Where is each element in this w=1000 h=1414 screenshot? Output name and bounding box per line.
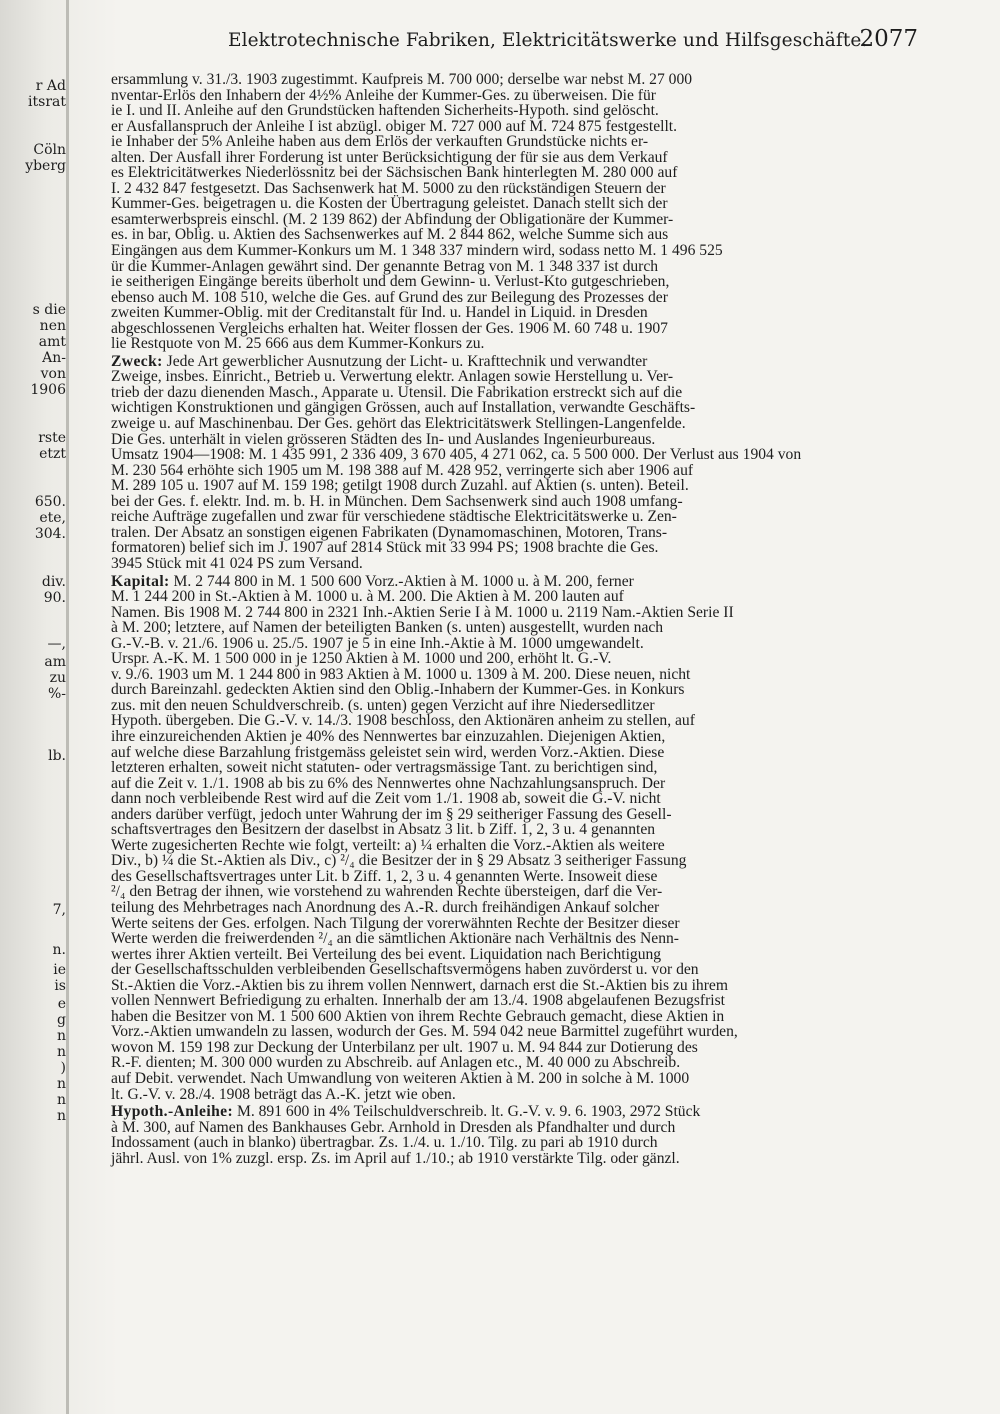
margin-fragment: zu <box>49 670 66 686</box>
section-label: Zweck: <box>111 352 163 370</box>
margin-fragment: e <box>57 996 66 1012</box>
margin-fragment: 650. <box>34 494 66 510</box>
line-text: M. 289 105 u. 1907 auf M. 159 198; getilgt 1908 durch Zuzahl. auf Aktien (s. unten). Beteil. <box>111 477 689 495</box>
line-text: auf welche diese Barzahlung fristgemäss geleistet sein wird, werden Vorz.-Aktien. Diese <box>111 743 665 761</box>
margin-fragment: nen <box>39 318 66 334</box>
line-text: auf Debit. verwendet. Nach Umwandlung von weiteren Aktien à M. 200 in solche à M. 1000 <box>111 1070 690 1087</box>
text-line <box>111 243 910 259</box>
text-line <box>111 807 910 823</box>
text-line <box>111 321 910 337</box>
text-line <box>111 463 910 479</box>
line-text: dann noch verbleibende Rest wird auf die Zeit vom 1./1. 1908 ab, soweit die G.-V. nicht <box>111 790 661 808</box>
text-line <box>111 305 910 321</box>
margin-fragment: lb. <box>48 748 66 764</box>
line-text: alten. Der Ausfall ihrer Forderung ist unter Berücksichtigung der für sie aus dem Verkauf <box>111 148 668 166</box>
text-line <box>111 884 910 900</box>
line-text: Indossament (auch in blanko) übertragbar. Zs. 1./4. u. 1./10. Tilg. zu pari ab 1910 durch <box>111 1134 658 1152</box>
text-line <box>111 760 910 776</box>
text-line <box>111 776 910 792</box>
line-text: à M. 300, auf Namen des Bankhauses Gebr. Arnhold in Dresden als Pfandhalter und durch <box>111 1118 676 1136</box>
line-text: zweiten Kummer-Oblig. mit der Creditanstalt für Ind. u. Handel in Liquid. in Dresden <box>111 304 648 322</box>
text-line <box>111 478 910 494</box>
line-text: ie Inhaber der 5% Anleihe haben aus dem Erlös der verkauften Grundstücke nichts er- <box>111 133 649 151</box>
margin-fragment: is <box>54 978 66 994</box>
text-line <box>111 636 910 652</box>
line-text: durch Bareinzahl. gedeckten Aktien sind den Oblig.-Inhabern der Kummer-Ges. in Konkurs <box>111 681 685 699</box>
line-text: ie I. und II. Anleihe auf den Grundstücken haftenden Sicherheits-Hypoth. sind gelöscht. <box>111 102 659 120</box>
line-text: er Ausfallanspruch der Anleihe I ist abzügl. obiger M. 727 000 auf M. 724 875 festgestellt. <box>111 117 678 135</box>
text-line <box>111 556 910 572</box>
line-text: M. 891 600 in 4% Teilschuldverschreib. lt. G.-V. v. 9. 6. 1903, 2972 Stück <box>233 1103 701 1121</box>
text-line <box>111 931 910 947</box>
text-line <box>111 150 910 166</box>
line-text: ²/₄ den Betrag der ihnen, wie vorstehend zu wahrenden Rechte übersteigen, darf die Ver- <box>111 883 663 901</box>
line-text: vollen Nennwert Befriedigung zu erhalten. Innerhalb der am 13./4. 1908 abgelaufenen Bezugsfrist <box>111 992 726 1010</box>
margin-fragment: 1906 <box>30 382 66 398</box>
line-text: Die Ges. unterhält in vielen grösseren Städten des In- und Auslandes Ingenieurbureaus. <box>111 430 656 448</box>
text-line <box>111 838 910 854</box>
margin-fragment: n <box>56 1108 66 1124</box>
line-text: Namen. Bis 1908 M. 2 744 800 in 2321 Inh.-Aktien Serie I à M. 1000 u. 2119 Nam.-Aktien Serie II <box>111 603 734 621</box>
margin-fragment: 7, <box>52 902 66 918</box>
line-text: trieb der dazu dienenden Masch., Apparate u. Utensil. Die Fabrikation erstreckt sich auf die <box>111 383 683 401</box>
text-line <box>111 1055 910 1071</box>
text-line <box>111 574 910 590</box>
text-line <box>111 336 910 352</box>
margin-fragment: ete, <box>39 510 66 526</box>
margin-fragment: n <box>56 1028 66 1044</box>
line-text: nventar-Erlös den Inhabern der 4½% Anleihe der Kummer-Ges. zu überweisen. Die für <box>111 86 656 104</box>
text-line <box>111 509 910 525</box>
text-column <box>111 72 910 1166</box>
margin-fragment: n <box>56 1044 66 1060</box>
text-line <box>111 853 910 869</box>
margin-fragment: itsrat <box>28 94 66 110</box>
text-line <box>111 1120 910 1136</box>
text-line <box>111 900 910 916</box>
line-text: lt. G.-V. v. 28./4. 1908 beträgt das A.-K. jetzt wie oben. <box>111 1085 456 1103</box>
line-text: es. in bar, Oblig. u. Aktien des Sachsenwerkes auf M. 2 844 862, welche Summe sich aus <box>111 226 669 244</box>
line-text: ersammlung v. 31./3. 1903 zugestimmt. Kaufpreis M. 700 000; derselbe war nebst M. 27 000 <box>111 71 693 88</box>
margin-fragment: n. <box>52 942 66 958</box>
margin-fragment: ie <box>53 962 66 978</box>
page-number: 2077 <box>859 26 918 52</box>
line-text: Vorz.-Aktien umwandeln zu lassen, wodurch der Ges. M. 594 042 neue Barmittel zugeführt wurden, <box>111 1023 738 1041</box>
line-text: wichtigen Konstruktionen und gängigen Grössen, auch auf Installation, verwandte Geschäfts- <box>111 399 696 417</box>
line-text: lie Restquote von M. 25 666 aus dem Kummer-Konkurs zu. <box>111 335 485 353</box>
margin-fragment: yberg <box>25 158 66 174</box>
binding-gutter <box>66 0 69 1414</box>
margin-fragment: am <box>44 654 66 670</box>
section-label: Hypoth.-Anleihe: <box>111 1103 234 1121</box>
text-line <box>111 620 910 636</box>
margin-fragment: div. <box>41 574 66 590</box>
text-line <box>111 196 910 212</box>
margin-fragment: amt <box>38 334 66 350</box>
text-line <box>111 791 910 807</box>
line-text: letzteren erhalten, soweit nicht statuten- oder vertragsmässige Tant. zu berichtigen sind, <box>111 759 658 777</box>
text-line <box>111 227 910 243</box>
line-text: haben die Besitzer von M. 1 500 600 Aktien von ihrem Rechte Gebrauch gemacht, diese Aktien in <box>111 1007 725 1025</box>
text-line <box>111 916 910 932</box>
line-text: ür die Kummer-Anlagen gewährt sind. Der genannte Betrag von M. 1 348 337 ist durch <box>111 257 659 275</box>
text-line <box>111 993 910 1009</box>
line-text: jährl. Ausl. von 1% zuzgl. ersp. Zs. im April auf 1./10.; ab 1910 verstärkte Tilg. oder gänzl. <box>111 1149 680 1167</box>
line-text: wertes ihrer Aktien verteilt. Bei Verteilung des bei event. Liquidation nach Berichtigung <box>111 945 662 963</box>
margin-fragment: von <box>40 366 66 382</box>
text-line <box>111 713 910 729</box>
text-line <box>111 165 910 181</box>
margin-fragment: etzt <box>39 446 66 462</box>
line-text: esamterwerbspreis einschl. (M. 2 139 862) der Abfindung der Obligationäre der Kummer- <box>111 210 674 228</box>
margin-fragment: %- <box>47 686 66 702</box>
text-line <box>111 181 910 197</box>
text-line <box>111 1087 910 1103</box>
line-text: G.-V.-B. v. 21./6. 1906 u. 25./5. 1907 je 5 in eine Inh.-Aktie à M. 1000 umgewandelt. <box>111 634 644 652</box>
line-text: St.-Aktien die Vorz.-Aktien bis zu ihrem vollen Nennwert, darnach erst die St.-Aktien bis zu ihrem <box>111 976 728 994</box>
margin-fragment: g <box>57 1012 66 1028</box>
line-text: Div., b) ¼ die St.-Aktien als Div., c) ²/₄ die Besitzer der in § 29 Absatz 3 seitheriger Fassung <box>111 852 687 870</box>
text-line <box>111 385 910 401</box>
line-text: à M. 200; letztere, auf Namen der beteiligten Banken (s. unten) ausgestellt, wurden nach <box>111 619 664 637</box>
text-line <box>111 416 910 432</box>
text-line <box>111 447 910 463</box>
line-text: ie seitherigen Eingänge bereits überholt und dem Gewinn- u. Verlust-Kto gutgeschrieben, <box>111 273 670 291</box>
margin-fragment: rste <box>38 430 66 446</box>
text-line <box>111 290 910 306</box>
margin-fragment: An- <box>42 350 66 366</box>
line-text: Hypoth. übergeben. Die G.-V. v. 14./3. 1908 beschloss, den Aktionären anheim zu stellen, auf <box>111 712 695 730</box>
line-text: Eingängen aus dem Kummer-Konkurs um M. 1 348 337 mindern wird, sodass netto M. 1 496 525 <box>111 242 723 260</box>
line-text: bei der Ges. f. elektr. Ind. m. b. H. in München. Dem Sachsenwerk sind auch 1908 umfang- <box>111 492 683 510</box>
line-text: Jede Art gewerblicher Ausnutzung der Licht- u. Krafttechnik und verwandter <box>162 352 648 370</box>
text-line <box>111 667 910 683</box>
line-text: Werte werden die freiwerdenden ²/₄ an die sämtlichen Aktionäre nach Verhältnis des Nenn- <box>111 930 679 948</box>
line-text: tralen. Der Absatz an sonstigen eigenen Fabrikaten (Dynamomaschinen, Motoren, Trans- <box>111 523 668 541</box>
text-line <box>111 1071 910 1087</box>
line-text: Werte zugesicherten Rechte wie folgt, verteilt: a) ¼ erhalten die Vorz.-Aktien als weitere <box>111 836 665 854</box>
text-line <box>111 494 910 510</box>
margin-fragment: n <box>56 1092 66 1108</box>
text-line <box>111 698 910 714</box>
line-text: R.-F. dienten; M. 300 000 wurden zu Abschreib. auf Anlagen etc., M. 40 000 zu Abschreib. <box>111 1054 681 1072</box>
line-text: es Elektricitätwerkes Niederlössnitz bei der Sächsischen Bank hinterlegten M. 280 000 auf <box>111 164 678 182</box>
margin-fragment: ) <box>60 1060 66 1076</box>
line-text: Zweige, insbes. Einricht., Betrieb u. Verwertung elektr. Anlagen sowie Herstellung u. Ver- <box>111 368 674 386</box>
line-text: teilung des Mehrbetrages nach Anordnung des A.-R. durch freihändigen Ankauf solcher <box>111 898 660 916</box>
line-text: auf die Zeit v. 1./1. 1908 ab bis zu 6% des Nennwertes ohne Nachzahlungsanspruch. Der <box>111 774 666 792</box>
line-text: Werte seitens der Ges. erfolgen. Nach Tilgung der vorerwähnten Rechte der Besitzer dieser <box>111 914 680 932</box>
line-text: des Gesellschaftsvertrages unter Lit. b Ziff. 1, 2, 3 u. 4 genannten Werte. Insoweit diese <box>111 867 658 885</box>
text-line <box>111 400 910 416</box>
text-line <box>111 274 910 290</box>
text-line <box>111 103 910 119</box>
line-text: Kummer-Ges. beigetragen u. die Kosten der Übertragung geleistet. Danach stellt sich der <box>111 195 668 213</box>
text-line <box>111 745 910 761</box>
line-text: zus. mit den neuen Schuldverschreib. (s. unten) gegen Verzicht auf ihre Niedersedlitzer <box>111 696 655 714</box>
line-text: I. 2 432 847 festgesetzt. Das Sachsenwerk hat M. 5000 zu den rückständigen Steuern der <box>111 179 666 197</box>
margin-fragment: 304. <box>34 526 66 542</box>
text-line <box>111 354 910 370</box>
text-line <box>111 962 910 978</box>
line-text: ihre einzureichenden Aktien je 40% des Nennwertes bar einzuzahlen. Diejenigen Aktien, <box>111 727 666 745</box>
text-line <box>111 605 910 621</box>
section-label: Kapital: <box>111 572 170 590</box>
line-text: v. 9./6. 1903 um M. 1 244 800 in 983 Aktien à M. 1000 u. 1309 à M. 200. Diese neuen, nicht <box>111 665 691 683</box>
text-line <box>111 88 910 104</box>
text-line <box>111 1135 910 1151</box>
line-text: Umsatz 1904—1908: M. 1 435 991, 2 336 409, 3 670 405, 4 271 062, ca. 5 500 000. Der Verlust aus 1904 von <box>111 446 802 464</box>
text-line <box>111 432 910 448</box>
line-text: anders darüber verfügt, jedoch unter Wahrung der im § 29 seitheriger Fassung des Gesell- <box>111 805 672 823</box>
text-line <box>111 682 910 698</box>
line-text: zweige u. auf Maschinenbau. Der Ges. gehört das Elektricitätswerk Stellingen-Langenfelde. <box>111 415 686 433</box>
line-text: ebenso auch M. 108 510, welche die Ges. auf Grund des zur Beilegung des Prozesses der <box>111 288 668 306</box>
text-line <box>111 369 910 385</box>
margin-fragment: —, <box>47 636 66 652</box>
line-text: 3945 Stück mit 41 024 PS zum Versand. <box>111 554 363 572</box>
line-text: schaftsvertrages den Besitzern der daselbst in Absatz 3 lit. b Ziff. 1, 2, 3 u. 4 genannten <box>111 821 656 839</box>
text-line <box>111 1009 910 1025</box>
line-text: wovon M. 159 198 zur Deckung der Unterbilanz per ult. 1907 u. M. 94 844 zur Dotierung des <box>111 1038 698 1056</box>
text-line <box>111 212 910 228</box>
text-line <box>111 525 910 541</box>
left-page-fragments <box>0 0 66 1414</box>
text-line <box>111 119 910 135</box>
running-header <box>228 26 918 54</box>
margin-fragment: s die <box>32 302 66 318</box>
line-text: M. 230 564 erhöhte sich 1905 um M. 198 388 auf M. 428 952, verringerte sich aber 1906 auf <box>111 461 694 479</box>
text-line <box>111 651 910 667</box>
text-line <box>111 1104 910 1120</box>
text-line <box>111 947 910 963</box>
margin-fragment: r Ad <box>35 78 66 94</box>
line-text: Urspr. A.-K. M. 1 500 000 in je 1250 Aktien à M. 1000 und 200, erhöht lt. G.-V. <box>111 650 612 668</box>
text-line <box>111 1024 910 1040</box>
line-text: der Gesellschaftsschulden verbleibenden Gesellschaftsvermögens haben zuvörderst u. vor den <box>111 961 699 979</box>
line-text: formatoren) belief sich im J. 1907 auf 2814 Stück mit 33 994 PS; 1908 brachte die Ges. <box>111 539 659 557</box>
margin-fragment: n <box>56 1076 66 1092</box>
text-line <box>111 134 910 150</box>
margin-fragment: Cöln <box>33 142 66 158</box>
header-title: Elektrotechnische Fabriken, Elektricitätswerke und Hilfsgeschäfte. <box>228 30 868 51</box>
text-line <box>111 729 910 745</box>
text-line <box>111 869 910 885</box>
text-line <box>111 978 910 994</box>
text-line <box>111 822 910 838</box>
text-line <box>111 259 910 275</box>
margin-fragment: 90. <box>43 590 66 606</box>
line-text: reiche Aufträge zugefallen und zwar für verschiedene städtische Elektricitätswerke u. Zen- <box>111 508 677 526</box>
line-text: M. 2 744 800 in M. 1 500 600 Vorz.-Aktien à M. 1000 u. à M. 200, ferner <box>169 572 634 590</box>
text-line <box>111 1040 910 1056</box>
text-line <box>111 72 910 88</box>
text-line <box>111 540 910 556</box>
line-text: abgeschlossenen Vergleichs erhalten hat. Weiter flossen der Ges. 1906 M. 60 748 u. 1907 <box>111 319 668 337</box>
text-line <box>111 589 910 605</box>
text-line <box>111 1151 910 1167</box>
line-text: M. 1 244 200 in St.-Aktien à M. 1000 u. à M. 200. Die Aktien à M. 200 lauten auf <box>111 588 624 606</box>
